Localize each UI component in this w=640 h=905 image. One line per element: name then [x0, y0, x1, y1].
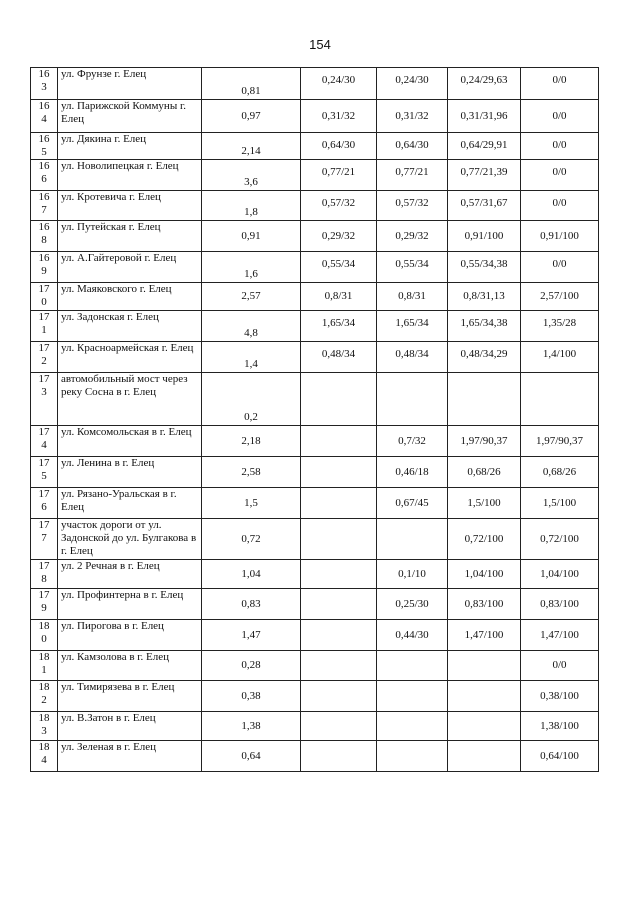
value-cell-3: 1,65/34,38 — [448, 311, 521, 342]
row-number-part: 16 — [38, 191, 50, 203]
value-cell-4: 1,4/100 — [521, 342, 599, 373]
value-cell-3: 0,24/29,63 — [448, 68, 521, 100]
value-cell-4: 0,91/100 — [521, 221, 599, 252]
value-cell-4: 0/0 — [521, 68, 599, 100]
road-name-cell: ул. Профинтерна в г. Елец — [58, 589, 202, 620]
row-number-cell — [31, 221, 58, 252]
row-number-cell — [31, 311, 58, 342]
value-cell-4: 0/0 — [521, 651, 599, 681]
value-cell-4: 0,83/100 — [521, 589, 599, 620]
row-number-part: 5 — [41, 470, 47, 482]
road-name-cell: ул. Рязано-Уральская в г. Елец — [58, 488, 202, 519]
road-length-cell: 0,38 — [202, 681, 301, 712]
value-cell-1 — [301, 651, 377, 681]
table-row — [31, 373, 599, 426]
value-cell-3: 0,64/29,91 — [448, 133, 521, 160]
row-number-part: 2 — [41, 694, 47, 706]
table-row — [31, 68, 599, 100]
table-row — [31, 519, 599, 560]
road-length-cell: 1,8 — [202, 191, 301, 221]
row-number-part: 17 — [38, 589, 50, 601]
road-length-cell: 1,4 — [202, 342, 301, 373]
value-cell-2: 0,44/30 — [377, 620, 448, 651]
value-cell-1: 0,31/32 — [301, 100, 377, 133]
value-cell-2: 0,46/18 — [377, 457, 448, 488]
road-name-cell: ул. Новолипецкая г. Елец — [58, 160, 202, 191]
table-row — [31, 221, 599, 252]
value-cell-4: 0/0 — [521, 191, 599, 221]
value-cell-1: 0,77/21 — [301, 160, 377, 191]
table-row — [31, 712, 599, 741]
table-row — [31, 741, 599, 772]
value-cell-2: 0,29/32 — [377, 221, 448, 252]
value-cell-4: 1,35/28 — [521, 311, 599, 342]
road-length-cell: 4,8 — [202, 311, 301, 342]
road-length-cell: 0,72 — [202, 519, 301, 560]
row-number-cell — [31, 373, 58, 426]
value-cell-1: 0,64/30 — [301, 133, 377, 160]
table-row — [31, 457, 599, 488]
row-number-part: 6 — [41, 173, 47, 185]
value-cell-1 — [301, 519, 377, 560]
row-number-part: 0 — [41, 633, 47, 645]
value-cell-2 — [377, 712, 448, 741]
value-cell-1: 0,48/34 — [301, 342, 377, 373]
value-cell-3: 0,91/100 — [448, 221, 521, 252]
row-number-part: 17 — [38, 519, 50, 531]
row-number-part: 18 — [38, 712, 50, 724]
row-number-cell — [31, 160, 58, 191]
roads-table — [30, 67, 599, 772]
row-number-cell — [31, 589, 58, 620]
road-name-cell: ул. 2 Речная в г. Елец — [58, 560, 202, 589]
road-name-cell: ул. Комсомольская в г. Елец — [58, 426, 202, 457]
value-cell-2: 0,64/30 — [377, 133, 448, 160]
value-cell-3: 0,31/31,96 — [448, 100, 521, 133]
value-cell-3: 0,8/31,13 — [448, 283, 521, 311]
road-length-cell: 0,91 — [202, 221, 301, 252]
value-cell-2: 0,77/21 — [377, 160, 448, 191]
row-number-part: 3 — [41, 81, 47, 93]
row-number-cell — [31, 457, 58, 488]
road-name-cell: ул. А.Гайтеровой г. Елец — [58, 252, 202, 283]
value-cell-3: 0,57/31,67 — [448, 191, 521, 221]
table-row — [31, 283, 599, 311]
value-cell-1 — [301, 560, 377, 589]
table-row — [31, 620, 599, 651]
value-cell-4: 1,5/100 — [521, 488, 599, 519]
row-number-part: 16 — [38, 68, 50, 80]
value-cell-2: 0,57/32 — [377, 191, 448, 221]
value-cell-1: 0,57/32 — [301, 191, 377, 221]
table-row — [31, 160, 599, 191]
value-cell-4: 0/0 — [521, 133, 599, 160]
row-number-cell — [31, 560, 58, 589]
road-name-cell: участок дороги от ул. Задонской до ул. Булгакова в г. Елец — [58, 519, 202, 560]
value-cell-1: 0,55/34 — [301, 252, 377, 283]
value-cell-4 — [521, 373, 599, 426]
road-length-cell: 1,6 — [202, 252, 301, 283]
value-cell-3: 0,83/100 — [448, 589, 521, 620]
value-cell-3 — [448, 712, 521, 741]
row-number-cell — [31, 519, 58, 560]
row-number-cell — [31, 681, 58, 712]
value-cell-1 — [301, 488, 377, 519]
table-row — [31, 488, 599, 519]
road-name-cell: ул. Красноармейская г. Елец — [58, 342, 202, 373]
row-number-part: 6 — [41, 501, 47, 513]
row-number-part: 17 — [38, 488, 50, 500]
row-number-part: 9 — [41, 265, 47, 277]
row-number-part: 17 — [38, 457, 50, 469]
road-name-cell: ул. Зеленая в г. Елец — [58, 741, 202, 772]
table-row — [31, 651, 599, 681]
row-number-cell — [31, 342, 58, 373]
row-number-part: 4 — [41, 754, 47, 766]
road-name-cell: ул. Кротевича г. Елец — [58, 191, 202, 221]
road-name-cell: ул. Парижской Коммуны г. Елец — [58, 100, 202, 133]
table-row — [31, 681, 599, 712]
row-number-part: 16 — [38, 252, 50, 264]
value-cell-3 — [448, 373, 521, 426]
page-number: 154 — [309, 37, 331, 52]
row-number-part: 8 — [41, 234, 47, 246]
value-cell-3 — [448, 741, 521, 772]
row-number-part: 17 — [38, 283, 50, 295]
row-number-cell — [31, 712, 58, 741]
table-row — [31, 560, 599, 589]
row-number-cell — [31, 741, 58, 772]
row-number-cell — [31, 488, 58, 519]
value-cell-4: 0/0 — [521, 252, 599, 283]
row-number-part: 17 — [38, 560, 50, 572]
road-length-cell: 1,5 — [202, 488, 301, 519]
row-number-part: 7 — [41, 532, 47, 544]
value-cell-2: 0,25/30 — [377, 589, 448, 620]
row-number-part: 2 — [41, 355, 47, 367]
road-name-cell: ул. Ленина в г. Елец — [58, 457, 202, 488]
value-cell-3 — [448, 681, 521, 712]
value-cell-4: 1,47/100 — [521, 620, 599, 651]
value-cell-1 — [301, 373, 377, 426]
value-cell-1: 0,29/32 — [301, 221, 377, 252]
value-cell-3: 0,72/100 — [448, 519, 521, 560]
road-length-cell: 0,28 — [202, 651, 301, 681]
table-row — [31, 589, 599, 620]
row-number-part: 1 — [41, 324, 47, 336]
row-number-part: 1 — [41, 664, 47, 676]
row-number-part: 3 — [41, 725, 47, 737]
value-cell-3: 1,5/100 — [448, 488, 521, 519]
row-number-part: 16 — [38, 100, 50, 112]
value-cell-1 — [301, 681, 377, 712]
value-cell-2 — [377, 741, 448, 772]
table-row — [31, 342, 599, 373]
road-length-cell: 3,6 — [202, 160, 301, 191]
value-cell-2 — [377, 373, 448, 426]
value-cell-3: 1,04/100 — [448, 560, 521, 589]
row-number-part: 3 — [41, 386, 47, 398]
table-row — [31, 426, 599, 457]
row-number-cell — [31, 100, 58, 133]
road-length-cell: 0,83 — [202, 589, 301, 620]
value-cell-2 — [377, 681, 448, 712]
value-cell-4: 0,64/100 — [521, 741, 599, 772]
value-cell-4: 1,38/100 — [521, 712, 599, 741]
row-number-part: 18 — [38, 681, 50, 693]
value-cell-1 — [301, 589, 377, 620]
road-length-cell: 1,04 — [202, 560, 301, 589]
table-row — [31, 191, 599, 221]
table-row — [31, 252, 599, 283]
value-cell-1 — [301, 620, 377, 651]
table-row — [31, 133, 599, 160]
road-name-cell: ул. Задонская г. Елец — [58, 311, 202, 342]
row-number-cell — [31, 620, 58, 651]
row-number-part: 17 — [38, 373, 50, 385]
value-cell-2: 0,48/34 — [377, 342, 448, 373]
road-name-cell: ул. Камзолова в г. Елец — [58, 651, 202, 681]
road-length-cell: 2,58 — [202, 457, 301, 488]
road-length-cell: 0,81 — [202, 68, 301, 100]
row-number-part: 18 — [38, 620, 50, 632]
row-number-part: 16 — [38, 221, 50, 233]
value-cell-3: 1,47/100 — [448, 620, 521, 651]
value-cell-3: 0,48/34,29 — [448, 342, 521, 373]
value-cell-4: 0/0 — [521, 160, 599, 191]
row-number-part: 0 — [41, 296, 47, 308]
table-row — [31, 100, 599, 133]
value-cell-3: 1,97/90,37 — [448, 426, 521, 457]
value-cell-1: 0,24/30 — [301, 68, 377, 100]
value-cell-3: 0,55/34,38 — [448, 252, 521, 283]
road-name-cell: ул. Дякина г. Елец — [58, 133, 202, 160]
value-cell-2: 1,65/34 — [377, 311, 448, 342]
row-number-part: 4 — [41, 439, 47, 451]
value-cell-4: 2,57/100 — [521, 283, 599, 311]
row-number-cell — [31, 191, 58, 221]
value-cell-2: 0,8/31 — [377, 283, 448, 311]
row-number-part: 18 — [38, 741, 50, 753]
value-cell-2: 0,1/10 — [377, 560, 448, 589]
value-cell-2: 0,7/32 — [377, 426, 448, 457]
row-number-part: 17 — [38, 426, 50, 438]
value-cell-1 — [301, 426, 377, 457]
row-number-part: 9 — [41, 602, 47, 614]
row-number-part: 7 — [41, 204, 47, 216]
road-length-cell: 0,97 — [202, 100, 301, 133]
value-cell-2 — [377, 519, 448, 560]
road-name-cell: ул. Фрунзе г. Елец — [58, 68, 202, 100]
value-cell-1 — [301, 457, 377, 488]
value-cell-4: 0,38/100 — [521, 681, 599, 712]
row-number-cell — [31, 68, 58, 100]
row-number-part: 5 — [41, 146, 47, 158]
row-number-part: 16 — [38, 133, 50, 145]
row-number-part: 17 — [38, 311, 50, 323]
road-length-cell: 1,47 — [202, 620, 301, 651]
value-cell-2: 0,67/45 — [377, 488, 448, 519]
row-number-cell — [31, 133, 58, 160]
row-number-part: 17 — [38, 342, 50, 354]
value-cell-2 — [377, 651, 448, 681]
row-number-part: 18 — [38, 651, 50, 663]
value-cell-3 — [448, 651, 521, 681]
road-name-cell: автомобильный мост через реку Сосна в г. Елец — [58, 373, 202, 426]
road-name-cell: ул. В.Затон в г. Елец — [58, 712, 202, 741]
row-number-cell — [31, 252, 58, 283]
value-cell-2: 0,31/32 — [377, 100, 448, 133]
row-number-part: 16 — [38, 160, 50, 172]
table-body — [31, 68, 599, 772]
road-length-cell: 2,57 — [202, 283, 301, 311]
value-cell-4: 0/0 — [521, 100, 599, 133]
row-number-cell — [31, 651, 58, 681]
road-length-cell: 0,64 — [202, 741, 301, 772]
road-name-cell: ул. Маяковского г. Елец — [58, 283, 202, 311]
road-length-cell: 0,2 — [202, 373, 301, 426]
value-cell-4: 0,68/26 — [521, 457, 599, 488]
value-cell-4: 1,97/90,37 — [521, 426, 599, 457]
row-number-cell — [31, 426, 58, 457]
road-name-cell: ул. Тимирязева в г. Елец — [58, 681, 202, 712]
value-cell-2: 0,55/34 — [377, 252, 448, 283]
road-length-cell: 2,18 — [202, 426, 301, 457]
row-number-cell — [31, 283, 58, 311]
value-cell-1 — [301, 712, 377, 741]
value-cell-4: 0,72/100 — [521, 519, 599, 560]
road-name-cell: ул. Путейская г. Елец — [58, 221, 202, 252]
road-name-cell: ул. Пирогова в г. Елец — [58, 620, 202, 651]
value-cell-1: 0,8/31 — [301, 283, 377, 311]
value-cell-3: 0,68/26 — [448, 457, 521, 488]
road-length-cell: 2,14 — [202, 133, 301, 160]
row-number-part: 8 — [41, 573, 47, 585]
value-cell-4: 1,04/100 — [521, 560, 599, 589]
value-cell-2: 0,24/30 — [377, 68, 448, 100]
value-cell-3: 0,77/21,39 — [448, 160, 521, 191]
row-number-part: 4 — [41, 113, 47, 125]
value-cell-1 — [301, 741, 377, 772]
road-length-cell: 1,38 — [202, 712, 301, 741]
table-row — [31, 311, 599, 342]
value-cell-1: 1,65/34 — [301, 311, 377, 342]
